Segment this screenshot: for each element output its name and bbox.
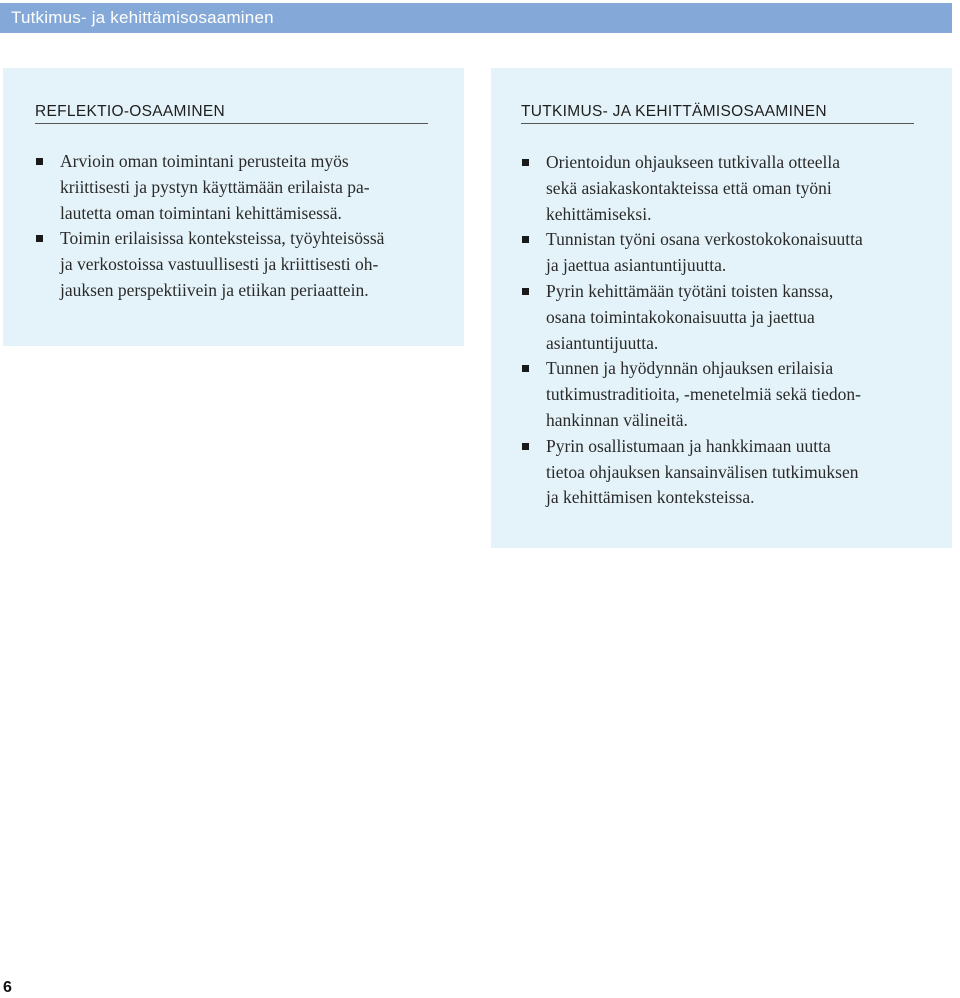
list-item-line: kehittämiseksi. — [546, 203, 652, 224]
list-item-line: hankinnan välineitä. — [546, 409, 688, 430]
list-item — [521, 356, 926, 433]
list-item — [521, 434, 926, 511]
square-bullet-icon — [522, 236, 529, 243]
list-item — [521, 227, 926, 279]
square-bullet-icon — [522, 288, 529, 295]
square-bullet-icon — [36, 158, 43, 165]
list-item-line: ja jaettua asiantuntijuutta. — [546, 255, 727, 276]
list-item-line: ja kehittämisen konteksteissa. — [546, 487, 755, 508]
research-development-competence-panel — [491, 68, 952, 548]
section-heading: TUTKIMUS- JA KEHITTÄMISOSAAMINEN — [521, 103, 914, 124]
list-item-line: jauksen perspektiivein ja etiikan periaattein. — [60, 279, 369, 300]
list-item-line: tietoa ohjauksen kansainvälisen tutkimuksen — [546, 461, 859, 482]
list-item-line: Tunnistan työni osana verkostokokonaisuutta — [546, 229, 863, 250]
bullet-list — [35, 149, 433, 304]
list-item-line: sekä asiakaskontakteissa että oman työni — [546, 177, 832, 198]
list-item — [35, 226, 433, 303]
list-item-line: Toimin erilaisissa konteksteissa, työyhteisössä — [60, 228, 385, 249]
list-item — [521, 279, 926, 356]
page-number: 6 — [3, 979, 12, 996]
square-bullet-icon — [36, 235, 43, 242]
square-bullet-icon — [522, 159, 529, 166]
square-bullet-icon — [522, 365, 529, 372]
list-item-line: lautetta oman toimintani kehittämisessä. — [60, 202, 342, 223]
header-bar — [0, 3, 952, 33]
list-item-line: Tunnen ja hyödynnän ohjauksen erilaisia — [546, 358, 834, 379]
list-item — [35, 149, 433, 226]
list-item — [521, 150, 926, 227]
bullet-list — [521, 150, 926, 511]
list-item-line: asiantuntijuutta. — [546, 332, 659, 353]
list-item-line: Arvioin oman toimintani perusteita myös — [60, 151, 349, 171]
list-item-line: Pyrin kehittämään työtäni toisten kanssa, — [546, 280, 834, 301]
square-bullet-icon — [522, 443, 529, 450]
section-heading: REFLEKTIO-OSAAMINEN — [35, 103, 428, 124]
header-title: Tutkimus- ja kehittämisosaaminen — [11, 8, 274, 27]
list-item-line: ja verkostoissa vastuullisesti ja kriittisesti oh- — [60, 254, 379, 275]
list-item-line: tutkimustraditioita, -menetelmiä sekä tiedon- — [546, 384, 861, 405]
list-item-line: Orientoidun ohjaukseen tutkivalla otteella — [546, 152, 841, 172]
list-item-line: kriittisesti ja pystyn käyttämään erilaista pa- — [60, 176, 370, 197]
list-item-line: Pyrin osallistumaan ja hankkimaan uutta — [546, 435, 831, 456]
reflection-competence-panel — [3, 68, 464, 346]
list-item-line: osana toimintakokonaisuutta ja jaettua — [546, 306, 815, 327]
